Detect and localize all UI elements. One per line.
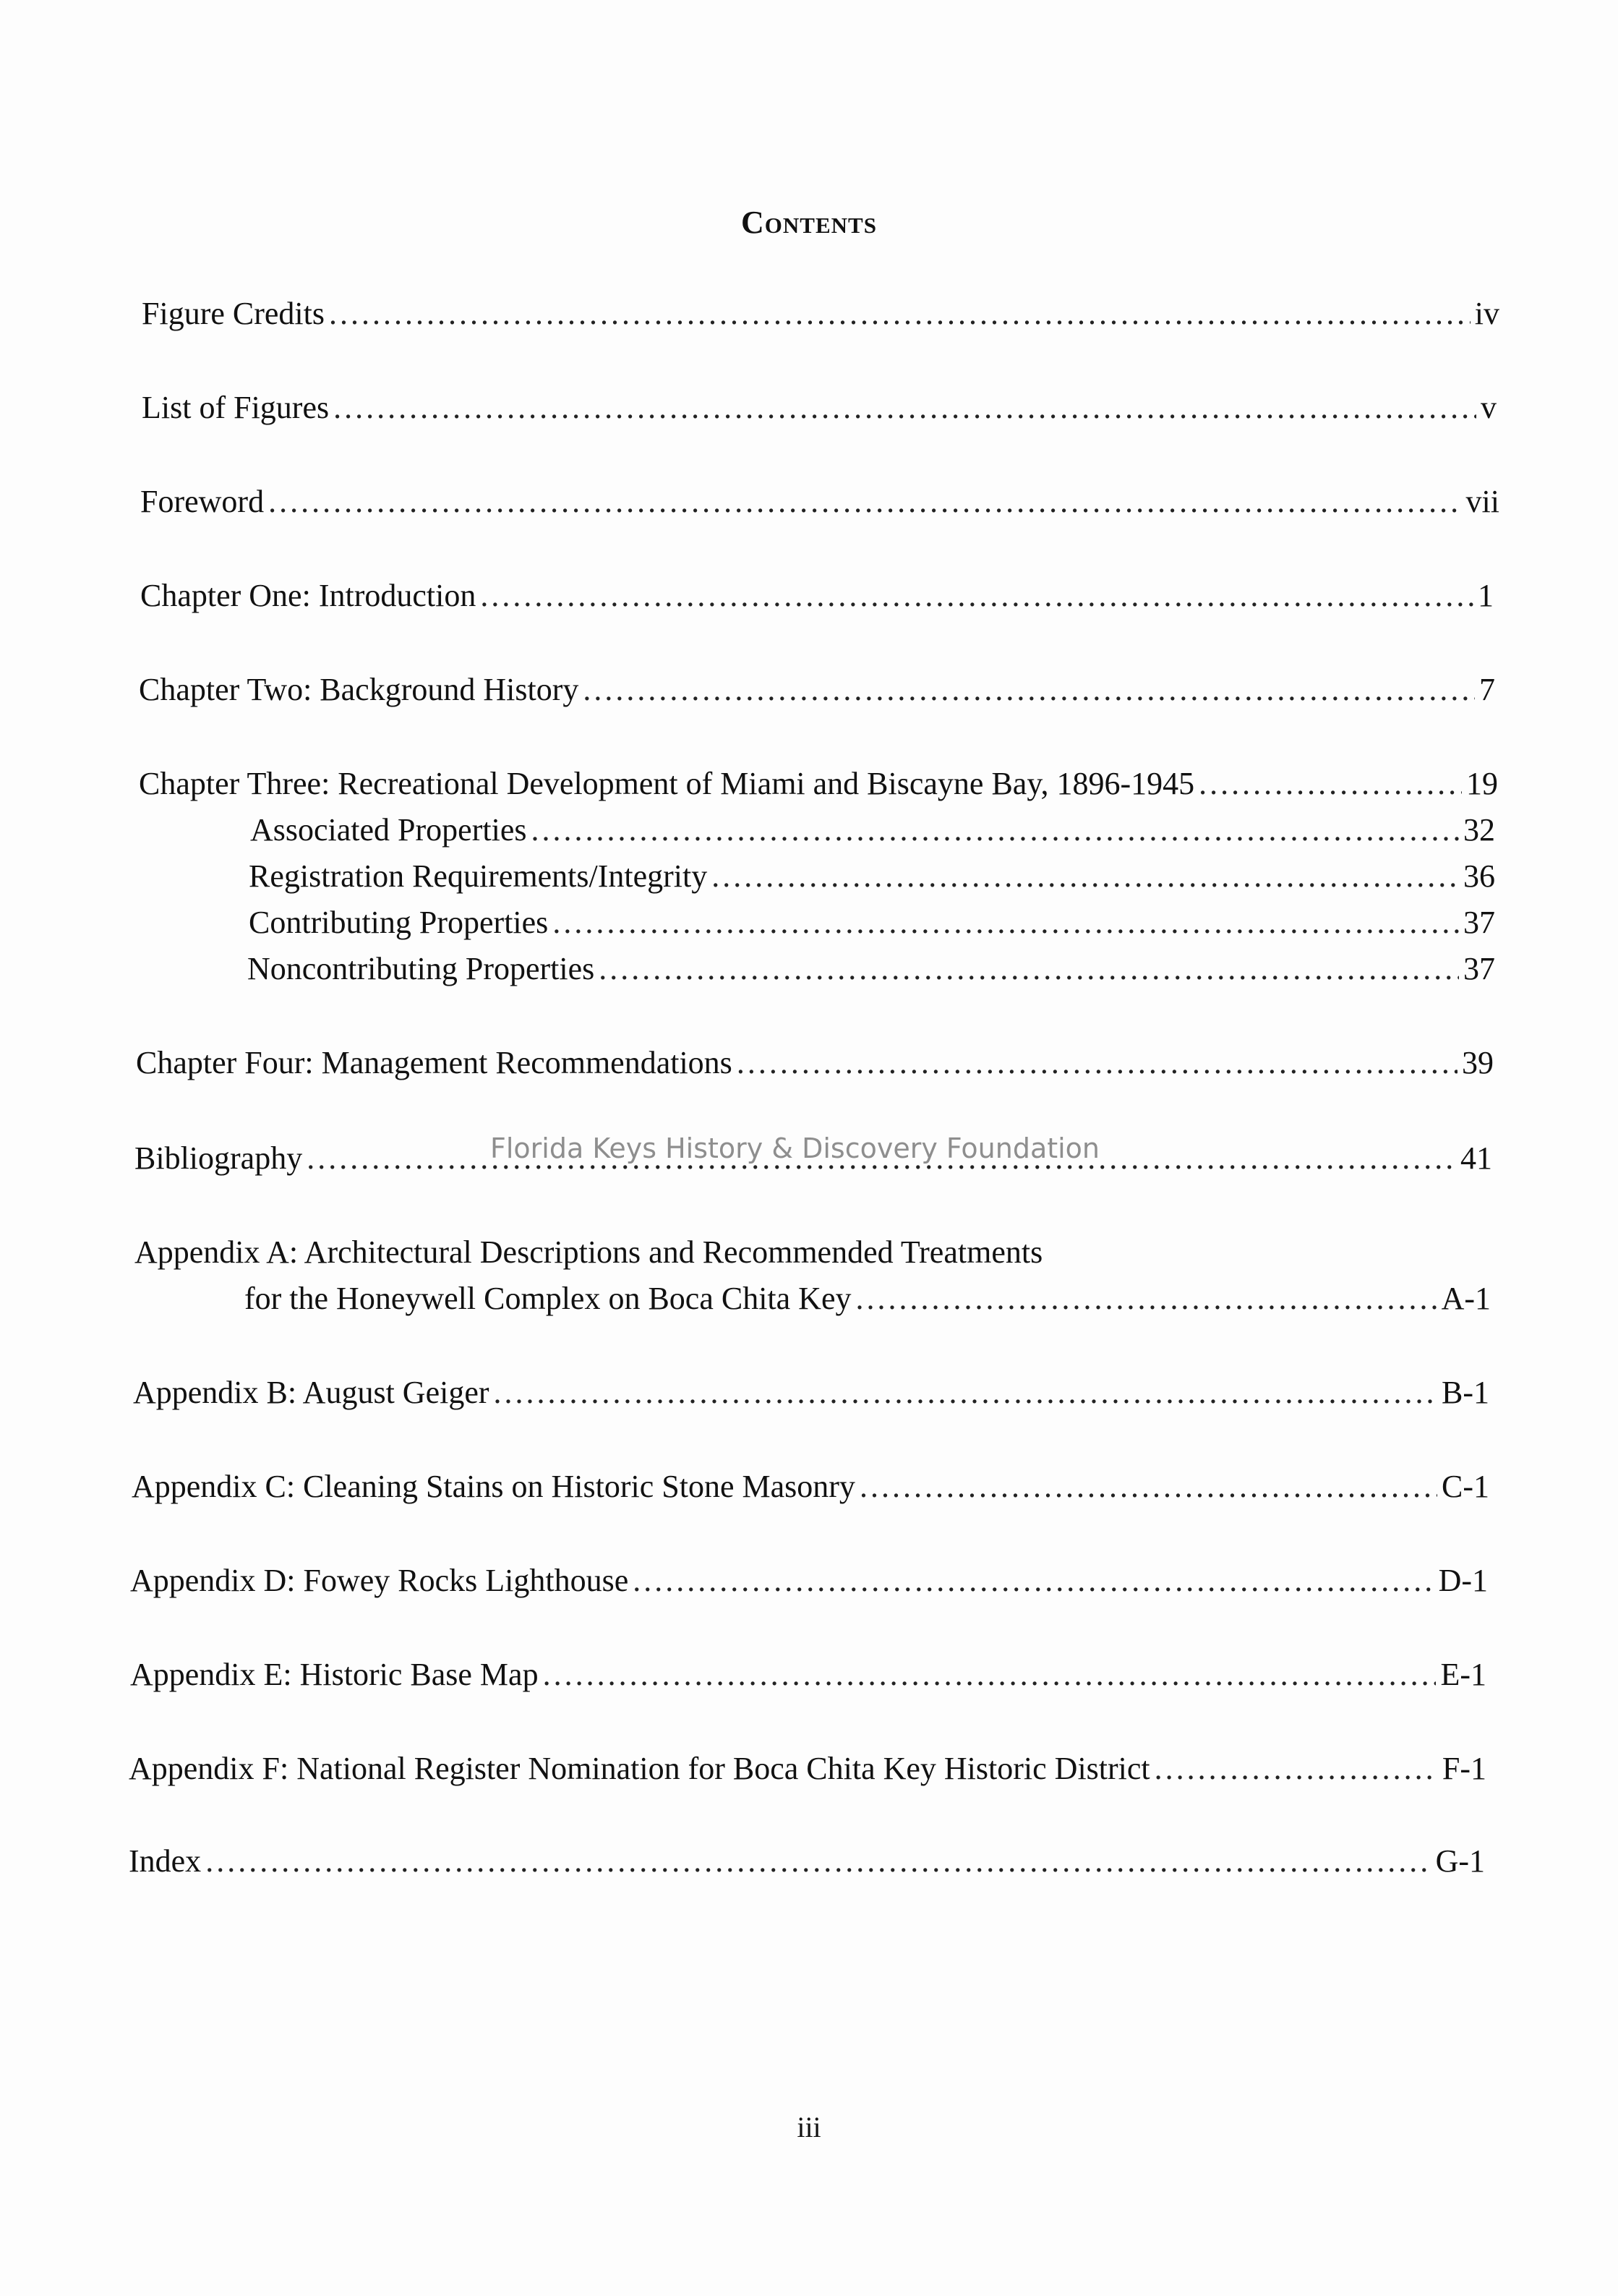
dot-leader: [855, 1279, 1437, 1319]
toc-entry-label: Appendix F: National Register Nomination for Boca Chita Key Historic District: [129, 1751, 1150, 1786]
toc-entry-label: for the Honeywell Complex on Boca Chita Key: [244, 1281, 852, 1316]
toc-entry-label: Noncontributing Properties: [247, 951, 595, 986]
toc-entry-appendix-e[interactable]: [130, 1655, 1486, 1695]
toc-entry-chapter-four[interactable]: [136, 1043, 1494, 1083]
toc-entry-page: F-1: [1442, 1751, 1486, 1786]
toc-entry-appendix-a[interactable]: [244, 1279, 1491, 1319]
dot-leader: [531, 810, 1459, 850]
toc-entry-label: Chapter Four: Management Recommendations: [136, 1045, 732, 1080]
toc-entry-list-of-figures[interactable]: [142, 388, 1497, 428]
toc-entry-associated-properties[interactable]: [250, 810, 1495, 850]
toc-entry-label: Foreword: [140, 484, 265, 519]
page-number: iii: [797, 2111, 821, 2143]
dot-leader: [268, 482, 1461, 522]
dot-leader: [860, 1467, 1437, 1507]
toc-entry-label: Chapter Three: Recreational Development of Miami and Biscayne Bay, 1896-1945: [139, 766, 1195, 801]
toc-entry-page: v: [1481, 390, 1497, 425]
toc-entry-label: List of Figures: [142, 390, 330, 425]
toc-entry-page: 19: [1466, 766, 1498, 801]
toc-entry-figure-credits[interactable]: [142, 294, 1499, 334]
toc-entry-page: G-1: [1435, 1843, 1485, 1879]
toc-entry-page: 37: [1463, 951, 1495, 986]
dot-leader: [1199, 764, 1462, 804]
toc-entry-page: 37: [1463, 905, 1495, 940]
toc-entry-chapter-one[interactable]: [140, 576, 1494, 616]
toc-entry-label: Chapter Two: Background History: [139, 672, 579, 707]
dot-leader: [599, 949, 1459, 989]
toc-entry-label: Appendix D: Fowey Rocks Lighthouse: [130, 1563, 629, 1598]
toc-entry-label: Registration Requirements/Integrity: [249, 858, 708, 894]
toc-entry-label: Bibliography: [134, 1140, 303, 1176]
dot-leader: [494, 1373, 1437, 1413]
toc-entry-label: Appendix B: August Geiger: [133, 1375, 489, 1410]
toc-entry-page: C-1: [1442, 1469, 1489, 1504]
toc-entry-label: Appendix C: Cleaning Stains on Historic Stone Masonry: [132, 1469, 855, 1504]
toc-entry-label: Chapter One: Introduction: [140, 578, 476, 613]
dot-leader: [737, 1043, 1458, 1083]
toc-entry-label: Index: [129, 1843, 202, 1879]
dot-leader: [711, 856, 1459, 897]
toc-entry-page: D-1: [1438, 1563, 1488, 1598]
dot-leader: [583, 670, 1475, 710]
toc-entry-contributing-properties[interactable]: [249, 902, 1495, 943]
dot-leader: [633, 1561, 1434, 1601]
toc-entry-page: vii: [1465, 484, 1499, 519]
toc-entry-chapter-two[interactable]: [139, 670, 1495, 710]
dot-leader: [205, 1841, 1431, 1882]
toc-entry-appendix-c[interactable]: [132, 1467, 1489, 1507]
dot-leader: [480, 576, 1473, 616]
dot-leader: [329, 294, 1471, 334]
toc-entry-label: Appendix E: Historic Base Map: [130, 1657, 539, 1692]
toc-entry-page: 1: [1478, 578, 1494, 613]
page-title: Contents: [741, 205, 877, 240]
toc-entry-page: 32: [1463, 812, 1495, 848]
toc-entry-appendix-a-heading[interactable]: Appendix A: Architectural Descriptions and Recommended Treatments: [134, 1234, 1043, 1270]
toc-entry-appendix-d[interactable]: [130, 1561, 1488, 1601]
toc-entry-page: 39: [1462, 1045, 1494, 1080]
watermark: Florida Keys History & Discovery Foundation: [490, 1132, 1100, 1164]
toc-entry-page: E-1: [1440, 1657, 1486, 1692]
toc-entry-label: Associated Properties: [250, 812, 527, 848]
toc-entry-page: A-1: [1441, 1281, 1491, 1316]
toc-entry-page: iv: [1474, 296, 1499, 331]
toc-entry-registration-requirements[interactable]: [249, 856, 1495, 897]
toc-entry-chapter-three[interactable]: [139, 764, 1498, 804]
toc-entry-label: Contributing Properties: [249, 905, 549, 940]
toc-entry-noncontributing-properties[interactable]: [247, 949, 1495, 989]
dot-leader: [1155, 1749, 1438, 1789]
toc-entry-foreword[interactable]: [140, 482, 1499, 522]
toc-entry-page: B-1: [1442, 1375, 1489, 1410]
dot-leader: [333, 388, 1476, 428]
dot-leader: [543, 1655, 1437, 1695]
toc-entry-page: 36: [1463, 858, 1495, 894]
toc-entry-appendix-f[interactable]: [129, 1749, 1486, 1789]
toc-entry-page: 41: [1460, 1140, 1492, 1176]
toc-entry-label: Figure Credits: [142, 296, 325, 331]
dot-leader: [552, 902, 1459, 943]
toc-entry-index[interactable]: [129, 1841, 1485, 1882]
toc-entry-page: 7: [1479, 672, 1495, 707]
toc-entry-appendix-b[interactable]: [133, 1373, 1489, 1413]
